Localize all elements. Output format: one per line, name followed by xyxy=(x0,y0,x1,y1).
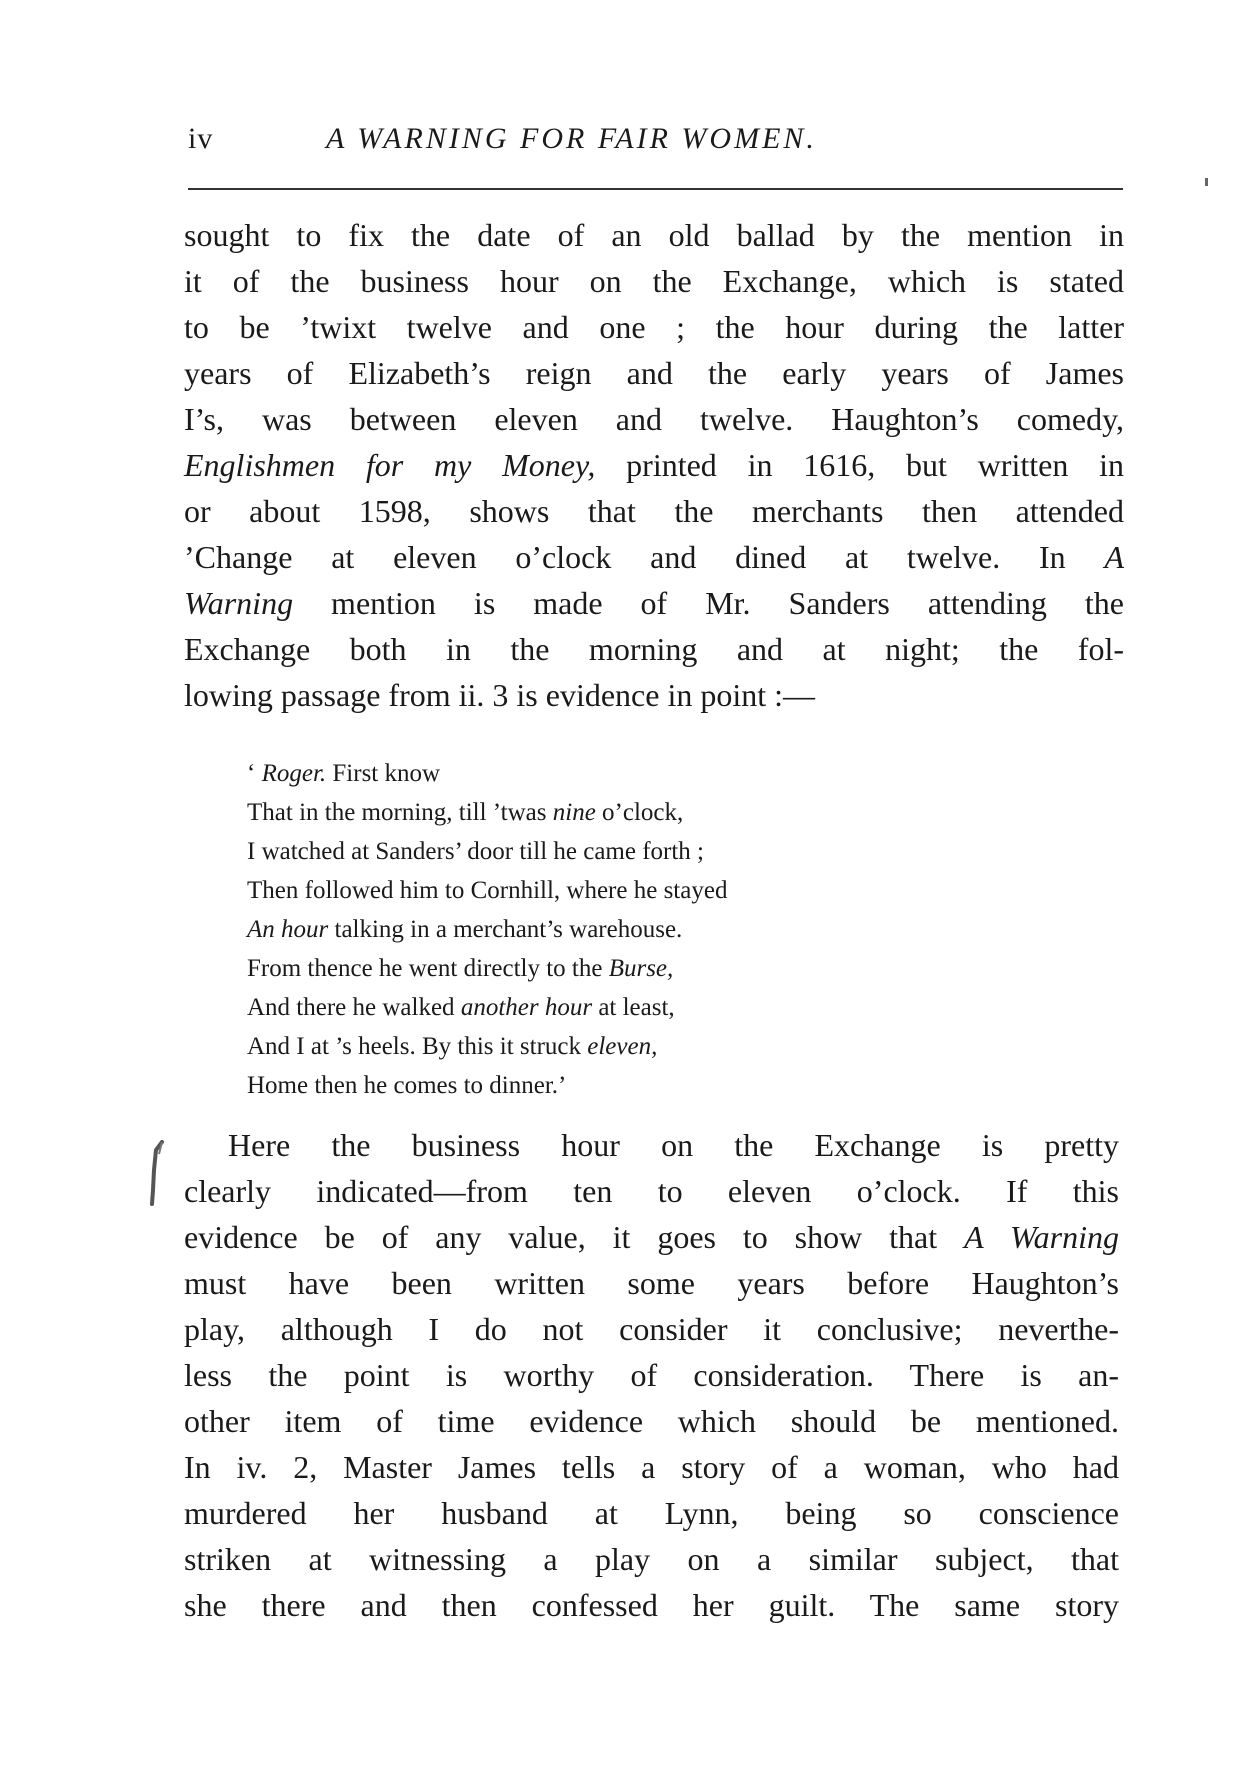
play-title: Englishmen for my Money, xyxy=(184,447,596,483)
text-line: lowing passage from ii. 3 is evidence in point :— xyxy=(184,677,815,713)
text-line: Warning mention is made of Mr. Sanders attending the xyxy=(184,585,1124,621)
text-line: In iv. 2, Master James tells a story of a woman, who had xyxy=(184,1449,1119,1485)
text-line: she there and then confessed her guilt. The same story xyxy=(184,1587,1119,1623)
text-line: sought to fix the date of an old ballad by the mention in xyxy=(184,217,1124,253)
text-line: striken at witnessing a play on a similar subject, that xyxy=(184,1541,1119,1577)
text-line: it of the business hour on the Exchange, which is stated xyxy=(184,263,1124,299)
play-title: A Warning xyxy=(964,1219,1120,1255)
paragraph-1 xyxy=(184,212,1124,718)
text-line: years of Elizabeth’s reign and the early years of James xyxy=(184,355,1124,391)
text-line: I’s, was between eleven and twelve. Haughton’s comedy, xyxy=(184,401,1124,437)
text-line: other item of time evidence which should be mentioned. xyxy=(184,1403,1119,1439)
quote-line: From thence he went directly to the Burse, xyxy=(247,955,674,982)
page-header xyxy=(188,122,1123,166)
speaker-name: Roger. xyxy=(261,760,327,787)
text-line: or about 1598, shows that the merchants then attended xyxy=(184,493,1124,529)
text-line: murdered her husband at Lynn, being so conscience xyxy=(184,1495,1119,1531)
quote-line: Then followed him to Cornhill, where he stayed xyxy=(247,877,728,904)
quote-line: An hour talking in a merchant’s warehouse. xyxy=(247,916,683,943)
quote-line: ‘ Roger. First know xyxy=(247,760,441,787)
quote-line: Home then he comes to dinner.’ xyxy=(247,1072,567,1099)
text-line: evidence be of any value, it goes to show that A Warning xyxy=(184,1219,1120,1255)
text-line: clearly indicated—from ten to eleven o’clock. If this xyxy=(184,1173,1119,1209)
text-line: Here the business hour on the Exchange is pretty xyxy=(228,1127,1119,1163)
header-rule xyxy=(188,188,1123,190)
quote-line: And I at ’s heels. By this it struck eleven, xyxy=(247,1033,658,1060)
quote-line: And there he walked another hour at least, xyxy=(247,994,675,1021)
play-title: A xyxy=(1104,539,1124,575)
text-line: less the point is worthy of consideration. There is an- xyxy=(184,1357,1119,1393)
margin-speck xyxy=(1205,178,1208,186)
quote-line: That in the morning, till ’twas nine o’clock, xyxy=(247,799,684,826)
page-number: iv xyxy=(188,122,214,155)
paragraph-2 xyxy=(184,1122,1119,1628)
block-quote xyxy=(247,754,1007,1105)
text-line: Englishmen for my Money, printed in 1616, but written in xyxy=(184,447,1125,483)
text-line: ’Change at eleven o’clock and dined at twelve. In A xyxy=(184,539,1124,575)
text-line: must have been written some years before Haughton’s xyxy=(184,1265,1119,1301)
quote-line: I watched at Sanders’ door till he came forth ; xyxy=(247,838,705,865)
text-line: play, although I do not consider it conclusive; neverthe- xyxy=(184,1311,1119,1347)
running-title: A WARNING FOR FAIR WOMEN. xyxy=(326,122,817,155)
text-line: to be ’twixt twelve and one ; the hour during the latter xyxy=(184,309,1124,345)
text-line: Exchange both in the morning and at night; the fol- xyxy=(184,631,1124,667)
play-title: Warning xyxy=(184,585,294,621)
pencil-mark-icon xyxy=(148,1140,168,1208)
